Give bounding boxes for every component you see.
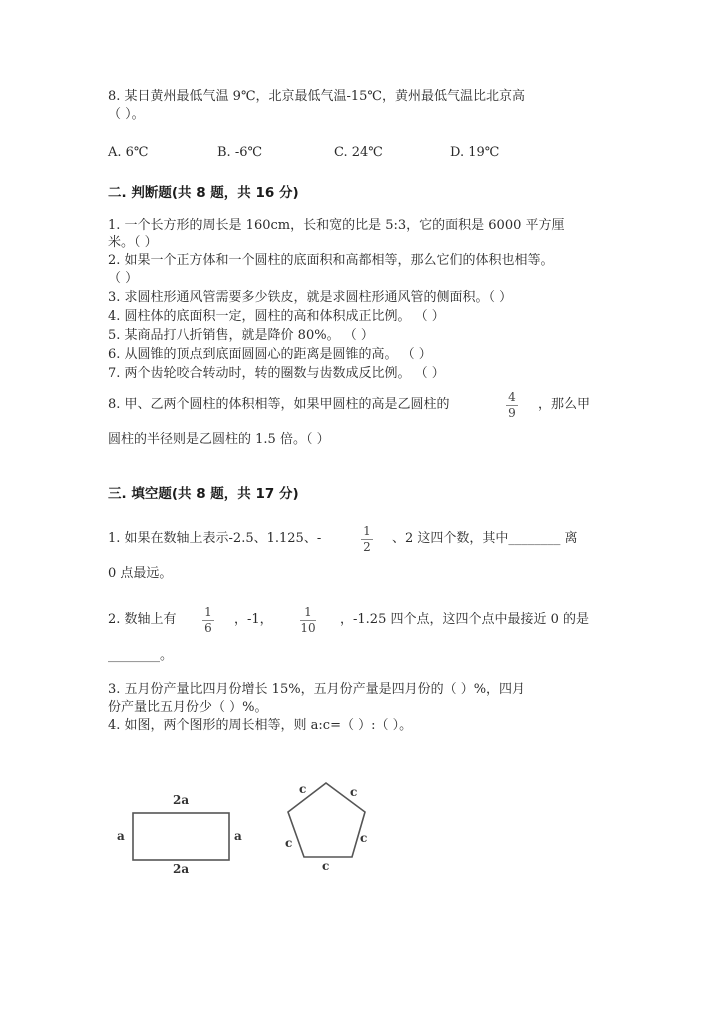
option-c: C. 24℃: [334, 145, 383, 160]
tf-question-3: 3. 求圆柱形通风管需要多少铁皮，就是求圆柱形通风管的侧面积。（ ）: [108, 290, 513, 305]
mc-question-8-line2: （ ）。: [108, 107, 145, 122]
tf-question-7: 7. 两个齿轮咬合转动时，转的圈数与齿数成反比例。 （ ）: [108, 366, 445, 381]
pent-label-right: c: [360, 831, 368, 845]
fraction-1-6: [202, 606, 214, 635]
fraction-numerator: 4: [508, 390, 516, 404]
fb-question-2-part2: ，-1，: [234, 612, 273, 627]
tf-question-1-line1: 1. 一个长方形的周长是 160cm，长和宽的比是 5:3，它的面积是 6000 平方厘: [108, 218, 565, 233]
rect-label-left: a: [117, 829, 125, 843]
fraction-1-10: [300, 606, 316, 635]
pent-label-top-right: c: [350, 785, 358, 799]
fb-question-1-part2: 、2 这四个数，其中________ 离: [392, 531, 578, 546]
fraction-denominator: 10: [300, 621, 316, 635]
fraction-4-9: [506, 391, 518, 420]
fraction-denominator: 2: [363, 540, 371, 554]
pent-label-bottom: c: [322, 859, 330, 873]
tf-question-8-line2: 圆柱的半径则是乙圆柱的 1.5 倍。（ ）: [108, 432, 330, 447]
section-heading-true-false: 二. 判断题(共 8 题，共 16 分): [108, 185, 299, 201]
fraction-numerator: 1: [304, 605, 312, 619]
tf-question-2-line1: 2. 如果一个正方体和一个圆柱的底面积和高都相等，那么它们的体积也相等。: [108, 253, 554, 268]
fraction-denominator: 9: [508, 406, 516, 420]
rectangle-shape: [133, 813, 229, 860]
mc-question-8-line1: 8. 某日黄州最低气温 9℃，北京最低气温-15℃，黄州最低气温比北京高: [108, 89, 525, 104]
option-a: A. 6℃: [108, 145, 149, 160]
fb-question-1-part1: 1. 如果在数轴上表示-2.5、1.125、-: [108, 531, 322, 546]
tf-question-8-part2: ，那么甲: [538, 397, 591, 412]
tf-question-4: 4. 圆柱体的底面积一定，圆柱的高和体积成正比例。 （ ）: [108, 309, 445, 324]
fraction-numerator: 1: [363, 524, 371, 538]
pent-label-top-left: c: [299, 782, 307, 796]
fb-question-2-part1: 2. 数轴上有: [108, 612, 177, 627]
fb-question-3-line2: 份产量比五月份少（ ）%。: [108, 700, 268, 715]
option-d: D. 19℃: [450, 145, 500, 160]
option-b: B. -6℃: [217, 145, 263, 160]
rect-label-bottom: 2a: [173, 862, 190, 876]
fraction-numerator: 1: [204, 605, 212, 619]
fb-question-4: 4. 如图，两个图形的周长相等，则 a:c=（ ）:（ ）。: [108, 718, 413, 733]
fb-question-2-line2: ________。: [108, 648, 174, 663]
perimeter-figure: [100, 770, 400, 885]
pent-label-left: c: [285, 836, 293, 850]
rect-label-right: a: [234, 829, 242, 843]
section-heading-fill-blank: 三. 填空题(共 8 题，共 17 分): [108, 486, 299, 502]
fb-question-3-line1: 3. 五月份产量比四月份增长 15%，五月份产量是四月份的（ ）%，四月: [108, 682, 526, 697]
rect-label-top: 2a: [173, 793, 190, 807]
tf-question-6: 6. 从圆锥的顶点到底面圆圆心的距离是圆锥的高。 （ ）: [108, 347, 432, 362]
fb-question-2-part3: ，-1.25 四个点，这四个点中最接近 0 的是: [340, 612, 590, 627]
tf-question-8-part1: 8. 甲、乙两个圆柱的体积相等，如果甲圆柱的高是乙圆柱的: [108, 397, 450, 412]
fraction-denominator: 6: [204, 621, 212, 635]
tf-question-1-line2: 米。（ ）: [108, 235, 158, 250]
fraction-1-2: [361, 525, 373, 554]
tf-question-5: 5. 某商品打八折销售，就是降价 80%。 （ ）: [108, 328, 374, 343]
tf-question-2-line2: （ ）: [108, 271, 139, 286]
fb-question-1-line2: 0 点最远。: [108, 566, 173, 581]
